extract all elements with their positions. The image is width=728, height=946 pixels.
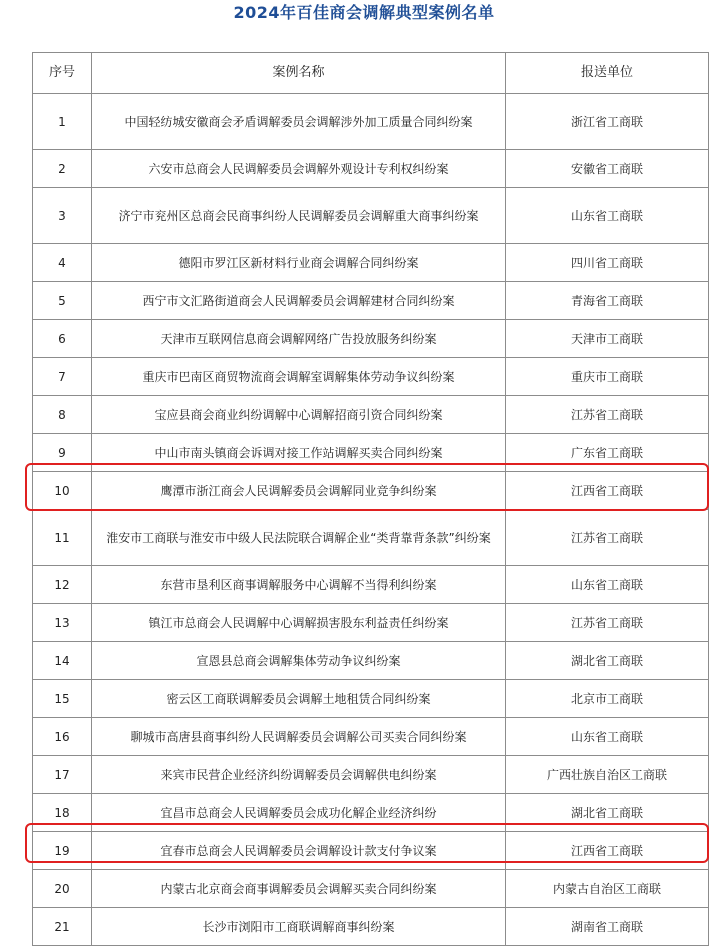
submitting-unit: 山东省工商联 xyxy=(506,188,709,244)
column-header-unit: 报送单位 xyxy=(506,53,709,94)
row-number: 6 xyxy=(33,320,92,358)
case-name: 密云区工商联调解委员会调解土地租赁合同纠纷案 xyxy=(92,680,506,718)
submitting-unit: 广东省工商联 xyxy=(506,434,709,472)
row-number: 17 xyxy=(33,756,92,794)
page-title: 2024年百佳商会调解典型案例名单 xyxy=(233,3,495,22)
row-number: 20 xyxy=(33,870,92,908)
submitting-unit: 江西省工商联 xyxy=(506,472,709,510)
submitting-unit: 内蒙古自治区工商联 xyxy=(506,870,709,908)
submitting-unit: 浙江省工商联 xyxy=(506,94,709,150)
case-name: 西宁市文汇路街道商会人民调解委员会调解建材合同纠纷案 xyxy=(92,282,506,320)
row-number: 5 xyxy=(33,282,92,320)
case-table xyxy=(32,52,709,946)
row-number: 3 xyxy=(33,188,92,244)
table-row xyxy=(33,510,709,566)
case-name: 宜春市总商会人民调解委员会调解设计款支付争议案 xyxy=(92,832,506,870)
column-header-name: 案例名称 xyxy=(92,53,506,94)
row-number: 11 xyxy=(33,510,92,566)
submitting-unit: 山东省工商联 xyxy=(506,718,709,756)
table-row xyxy=(33,642,709,680)
case-name: 天津市互联网信息商会调解网络广告投放服务纠纷案 xyxy=(92,320,506,358)
table-row xyxy=(33,282,709,320)
table-row xyxy=(33,718,709,756)
table-row xyxy=(33,566,709,604)
row-number: 12 xyxy=(33,566,92,604)
submitting-unit: 江西省工商联 xyxy=(506,832,709,870)
case-name: 济宁市兖州区总商会民商事纠纷人民调解委员会调解重大商事纠纷案 xyxy=(92,188,506,244)
table-row-highlighted xyxy=(33,832,709,870)
row-number: 19 xyxy=(33,832,92,870)
row-number: 14 xyxy=(33,642,92,680)
table-row xyxy=(33,94,709,150)
table-row xyxy=(33,604,709,642)
submitting-unit: 北京市工商联 xyxy=(506,680,709,718)
submitting-unit: 湖南省工商联 xyxy=(506,908,709,946)
row-number: 21 xyxy=(33,908,92,946)
table-row xyxy=(33,188,709,244)
case-name: 东营市垦利区商事调解服务中心调解不当得利纠纷案 xyxy=(92,566,506,604)
row-number: 7 xyxy=(33,358,92,396)
submitting-unit: 江苏省工商联 xyxy=(506,396,709,434)
case-name: 六安市总商会人民调解委员会调解外观设计专利权纠纷案 xyxy=(92,150,506,188)
table-row xyxy=(33,908,709,946)
table-row xyxy=(33,320,709,358)
submitting-unit: 四川省工商联 xyxy=(506,244,709,282)
submitting-unit: 安徽省工商联 xyxy=(506,150,709,188)
submitting-unit: 天津市工商联 xyxy=(506,320,709,358)
table-row xyxy=(33,756,709,794)
case-name: 内蒙古北京商会商事调解委员会调解买卖合同纠纷案 xyxy=(92,870,506,908)
table-row xyxy=(33,358,709,396)
submitting-unit: 山东省工商联 xyxy=(506,566,709,604)
submitting-unit: 湖北省工商联 xyxy=(506,642,709,680)
case-name: 长沙市浏阳市工商联调解商事纠纷案 xyxy=(92,908,506,946)
case-name: 德阳市罗江区新材料行业商会调解合同纠纷案 xyxy=(92,244,506,282)
submitting-unit: 湖北省工商联 xyxy=(506,794,709,832)
table-row xyxy=(33,244,709,282)
case-name: 中国轻纺城安徽商会矛盾调解委员会调解涉外加工质量合同纠纷案 xyxy=(92,94,506,150)
row-number: 8 xyxy=(33,396,92,434)
table-row xyxy=(33,794,709,832)
case-name: 中山市南头镇商会诉调对接工作站调解买卖合同纠纷案 xyxy=(92,434,506,472)
case-name: 宝应县商会商业纠纷调解中心调解招商引资合同纠纷案 xyxy=(92,396,506,434)
row-number: 15 xyxy=(33,680,92,718)
case-name: 镇江市总商会人民调解中心调解损害股东利益责任纠纷案 xyxy=(92,604,506,642)
row-number: 4 xyxy=(33,244,92,282)
table-row xyxy=(33,434,709,472)
submitting-unit: 重庆市工商联 xyxy=(506,358,709,396)
row-number: 16 xyxy=(33,718,92,756)
row-number: 10 xyxy=(33,472,92,510)
row-number: 13 xyxy=(33,604,92,642)
column-header-no: 序号 xyxy=(33,53,92,94)
table-header-row xyxy=(33,53,709,94)
case-name: 宜昌市总商会人民调解委员会成功化解企业经济纠纷 xyxy=(92,794,506,832)
table-row xyxy=(33,150,709,188)
case-name: 重庆市巴南区商贸物流商会调解室调解集体劳动争议纠纷案 xyxy=(92,358,506,396)
submitting-unit: 江苏省工商联 xyxy=(506,510,709,566)
table-row xyxy=(33,680,709,718)
submitting-unit: 青海省工商联 xyxy=(506,282,709,320)
table-row-highlighted xyxy=(33,472,709,510)
case-name: 鹰潭市浙江商会人民调解委员会调解同业竞争纠纷案 xyxy=(92,472,506,510)
submitting-unit: 广西壮族自治区工商联 xyxy=(506,756,709,794)
table-row xyxy=(33,870,709,908)
row-number: 9 xyxy=(33,434,92,472)
submitting-unit: 江苏省工商联 xyxy=(506,604,709,642)
case-name: 宣恩县总商会调解集体劳动争议纠纷案 xyxy=(92,642,506,680)
row-number: 18 xyxy=(33,794,92,832)
row-number: 1 xyxy=(33,94,92,150)
case-name: 淮安市工商联与淮安市中级人民法院联合调解企业“类背靠背条款”纠纷案 xyxy=(92,510,506,566)
row-number: 2 xyxy=(33,150,92,188)
table-row xyxy=(33,396,709,434)
case-name: 聊城市高唐县商事纠纷人民调解委员会调解公司买卖合同纠纷案 xyxy=(92,718,506,756)
case-name: 来宾市民营企业经济纠纷调解委员会调解供电纠纷案 xyxy=(92,756,506,794)
